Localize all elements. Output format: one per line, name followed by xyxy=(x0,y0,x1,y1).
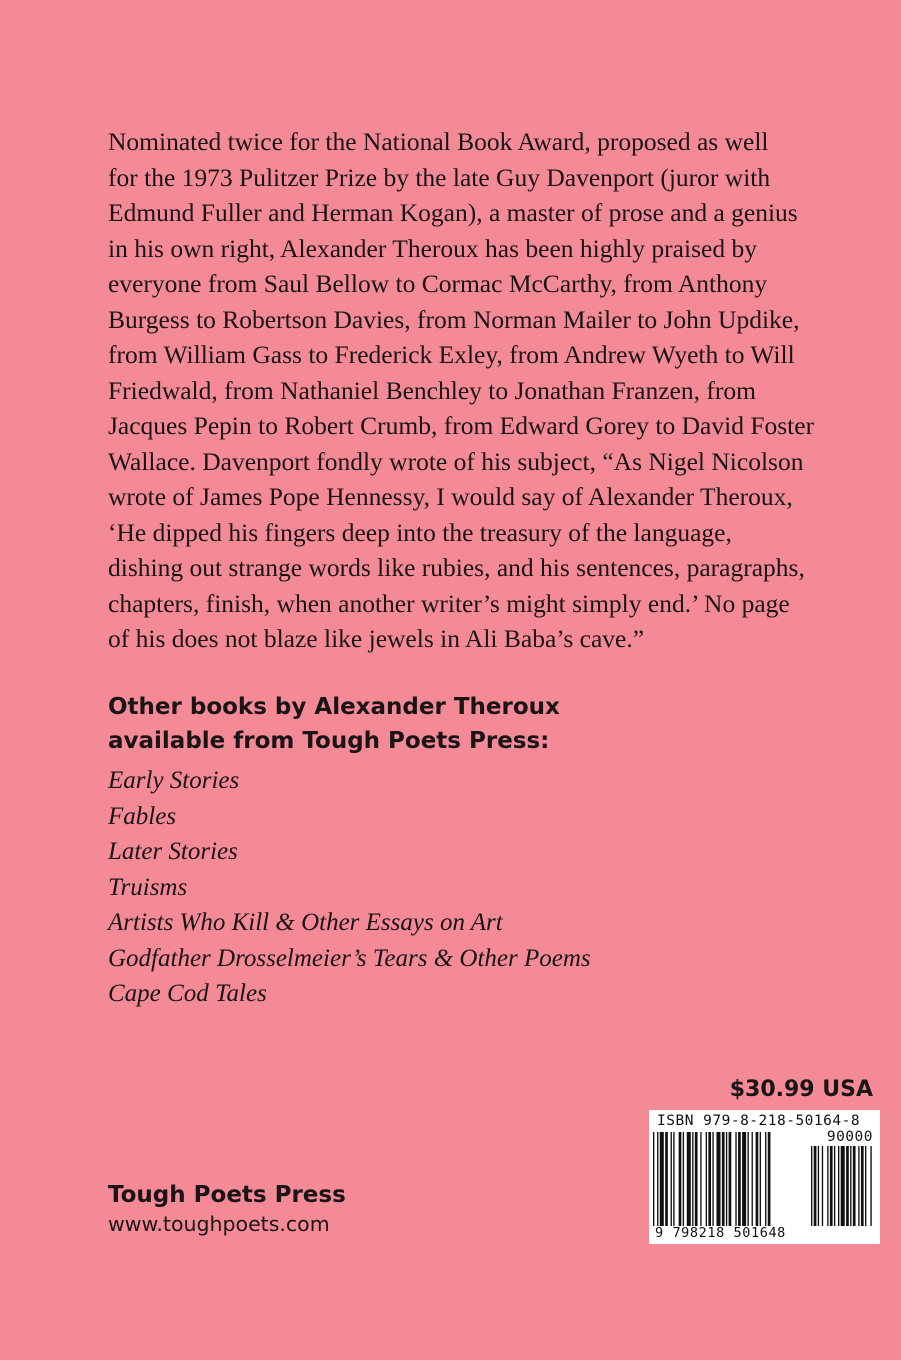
blurb-line: Wallace. Davenport fondly wrote of his subject, “As Nigel Nicolson xyxy=(108,446,804,476)
blurb-line: Nominated twice for the National Book Award, proposed as well xyxy=(108,127,769,156)
blurb-line: everyone from Saul Bellow to Cormac McCarthy, from Anthony xyxy=(108,269,768,298)
book-title: Truisms xyxy=(108,873,188,901)
book-title: Artists Who Kill & Other Essays on Art xyxy=(108,909,503,936)
ean-digits: 9 798218 501648 xyxy=(655,1225,786,1241)
book-title: Godfather Drosselmeier’s Tears & Other Poems xyxy=(108,944,591,972)
publisher-url: www.toughpoets.com xyxy=(108,1212,330,1236)
book-title: Early Stories xyxy=(108,767,240,794)
blurb-line: of his does not blaze like jewels in Ali Baba’s cave.” xyxy=(108,624,645,653)
blurb-line: dishing out strange words like rubies, and his sentences, paragraphs, xyxy=(108,553,805,582)
isbn-label: ISBN 979-8-218-50164-8 xyxy=(657,1113,861,1129)
blurb-line: Friedwald, from Nathaniel Benchley to Jonathan Franzen, from xyxy=(108,375,756,405)
barcode-addon-number: 90000 xyxy=(826,1129,873,1145)
other-books-list xyxy=(108,763,808,1012)
other-books-heading-line: available from Tough Poets Press: xyxy=(108,728,550,754)
barcode-bars xyxy=(653,1130,875,1226)
book-title: Cape Cod Tales xyxy=(108,980,267,1007)
price-label: $30.99 USA xyxy=(729,1077,873,1102)
book-title: Fables xyxy=(108,802,177,830)
blurb-line: chapters, finish, when another writer’s might simply end.’ No page xyxy=(108,588,790,618)
blurb-line: in his own right, Alexander Theroux has been highly praised by xyxy=(108,233,757,263)
blurb-line: wrote of James Pope Hennessy, I would say of Alexander Theroux, xyxy=(108,482,793,511)
publisher-name: Tough Poets Press xyxy=(108,1182,346,1208)
publisher-block xyxy=(108,1180,346,1238)
blurb-line: ‘He dipped his fingers deep into the treasury of the language, xyxy=(108,517,732,547)
book-title: Later Stories xyxy=(108,838,238,865)
blurb-line: Burgess to Robertson Davies, from Norman Mailer to John Updike, xyxy=(108,304,800,334)
blurb-paragraph xyxy=(108,124,878,657)
blurb-line: from William Gass to Frederick Exley, from Andrew Wyeth to Will xyxy=(108,340,795,369)
blurb-line: Edmund Fuller and Herman Kogan), a master of prose and a genius xyxy=(108,198,798,227)
other-books-heading xyxy=(108,690,808,758)
blurb-line: Jacques Pepin to Robert Crumb, from Edward Gorey to David Foster xyxy=(108,411,815,440)
blurb-line: for the 1973 Pulitzer Prize by the late Guy Davenport (juror with xyxy=(108,162,771,192)
other-books-heading-line: Other books by Alexander Theroux xyxy=(108,694,560,720)
isbn-barcode xyxy=(649,1110,880,1244)
